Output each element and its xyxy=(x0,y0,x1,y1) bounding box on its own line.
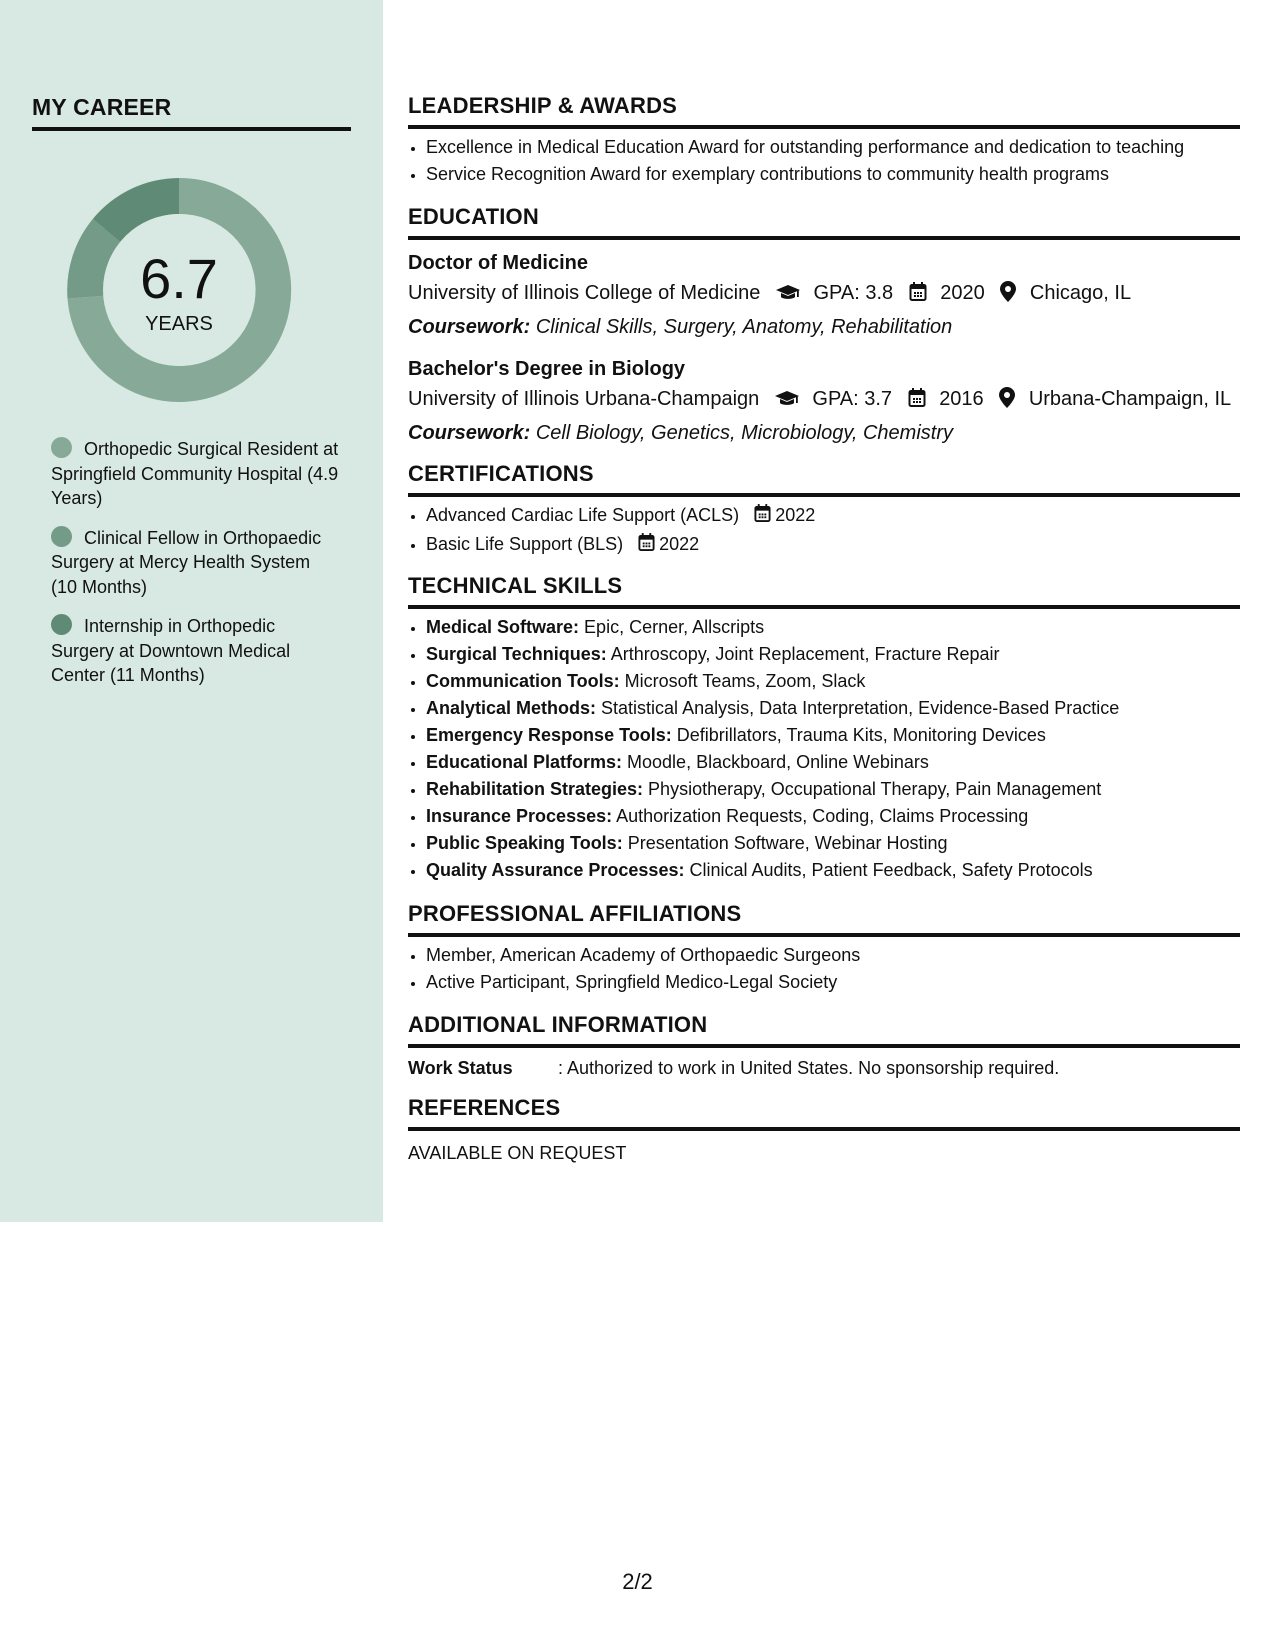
skill-label: Surgical Techniques: xyxy=(426,644,607,664)
skill-label: Emergency Response Tools: xyxy=(426,725,672,745)
technical-skills-section xyxy=(408,575,1240,884)
skill-item xyxy=(426,776,1240,803)
certification-item xyxy=(426,531,1240,560)
skill-values: Clinical Audits, Patient Feedback, Safety Protocols xyxy=(684,860,1093,880)
section-title: EDUCATION xyxy=(408,206,1240,240)
additional-information-section xyxy=(408,1014,1240,1080)
leadership-list xyxy=(408,134,1240,188)
certification-year: 2022 xyxy=(775,505,816,525)
school-location: Urbana-Champaign, IL xyxy=(1028,388,1232,410)
affiliations-section xyxy=(408,903,1240,996)
skill-values: Moodle, Blackboard, Online Webinars xyxy=(622,752,929,772)
affiliation-item: • Member, American Academy of Orthopaedic Surgeons xyxy=(426,942,1240,969)
graduation-year: 2020 xyxy=(940,282,985,304)
skill-label: Communication Tools: xyxy=(426,671,620,691)
graduation-year: 2016 xyxy=(939,388,984,410)
section-title: LEADERSHIP & AWARDS xyxy=(408,95,1240,129)
skill-values: Epic, Cerner, Allscripts xyxy=(579,617,765,637)
certification-item xyxy=(426,502,1240,531)
career-years-value: 6.7 xyxy=(140,247,218,310)
career-list-item xyxy=(51,437,341,511)
career-list xyxy=(51,437,341,703)
coursework-line xyxy=(408,312,1240,343)
work-status-label: Work Status xyxy=(408,1058,513,1078)
skill-label: Insurance Processes: xyxy=(426,806,613,826)
skill-label: Medical Software: xyxy=(426,617,580,637)
sidebar-title: MY CAREER xyxy=(32,96,351,131)
references-section xyxy=(408,1097,1240,1165)
skill-item xyxy=(426,695,1240,722)
gpa-text: GPA: 3.7 xyxy=(812,388,893,410)
career-item-text: Clinical Fellow in Orthopaedic Surgery at Mercy Health System (10 Months) xyxy=(51,527,322,597)
education-entry xyxy=(408,354,1240,449)
certification-date xyxy=(754,502,815,531)
coursework-line xyxy=(408,418,1240,449)
skill-item xyxy=(426,803,1240,830)
certification-date xyxy=(638,531,699,560)
location-pin-icon xyxy=(1000,281,1016,312)
skill-label: Educational Platforms: xyxy=(426,752,623,772)
career-color-dot xyxy=(51,614,72,635)
career-sidebar xyxy=(0,0,383,1222)
award-item: • Excellence in Medical Education Award for outstanding performance and dedication to teaching xyxy=(426,134,1240,161)
work-status-row xyxy=(408,1056,1240,1080)
gpa-text: GPA: 3.8 xyxy=(813,282,894,304)
career-donut-chart xyxy=(66,177,292,403)
section-title: ADDITIONAL INFORMATION xyxy=(408,1014,1240,1048)
calendar-icon xyxy=(754,504,771,531)
donut-center-label xyxy=(66,177,292,403)
skill-values: Presentation Software, Webinar Hosting xyxy=(622,833,948,853)
skill-item xyxy=(426,857,1240,884)
skill-item xyxy=(426,722,1240,749)
education-entry xyxy=(408,248,1240,343)
section-title: TECHNICAL SKILLS xyxy=(408,575,1240,609)
skill-values: Physiotherapy, Occupational Therapy, Pain Management xyxy=(643,779,1102,799)
location-pin-icon xyxy=(999,387,1015,418)
work-status-value: : Authorized to work in United States. No sponsorship required. xyxy=(558,1058,1060,1078)
education-meta xyxy=(408,384,1240,418)
affiliation-item: • Active Participant, Springfield Medico-Legal Society xyxy=(426,969,1240,996)
section-title: REFERENCES xyxy=(408,1097,1240,1131)
award-item: • Service Recognition Award for exemplary contributions to community health programs xyxy=(426,161,1240,188)
coursework-list: Cell Biology, Genetics, Microbiology, Chemistry xyxy=(535,422,953,444)
certification-name: Advanced Cardiac Life Support (ACLS) xyxy=(426,505,740,525)
references-text: AVAILABLE ON REQUEST xyxy=(408,1143,627,1163)
calendar-icon xyxy=(909,281,927,312)
coursework-label: Coursework: xyxy=(408,316,531,338)
career-color-dot xyxy=(51,437,72,458)
certifications-section xyxy=(408,463,1240,560)
skill-values: Authorization Requests, Coding, Claims Processing xyxy=(612,806,1029,826)
skill-item xyxy=(426,614,1240,641)
skill-item xyxy=(426,668,1240,695)
skill-item xyxy=(426,749,1240,776)
skill-values: Arthroscopy, Joint Replacement, Fracture Repair xyxy=(606,644,1000,664)
degree-title: Doctor of Medicine xyxy=(408,252,589,274)
section-title: PROFESSIONAL AFFILIATIONS xyxy=(408,903,1240,937)
career-item-text: Internship in Orthopedic Surgery at Downtown Medical Center (11 Months) xyxy=(51,616,291,685)
skill-values: Statistical Analysis, Data Interpretation, Evidence-Based Practice xyxy=(596,698,1120,718)
graduation-cap-icon xyxy=(775,387,799,418)
career-list-item xyxy=(51,526,341,600)
skill-label: Quality Assurance Processes: xyxy=(426,860,685,880)
graduation-cap-icon xyxy=(776,281,800,312)
page-number: 2/2 xyxy=(622,1569,653,1594)
skill-label: Rehabilitation Strategies: xyxy=(426,779,644,799)
coursework-label: Coursework: xyxy=(408,422,531,444)
skill-item xyxy=(426,830,1240,857)
certification-year: 2022 xyxy=(659,534,700,554)
degree-title: Bachelor's Degree in Biology xyxy=(408,358,686,380)
calendar-icon xyxy=(638,533,655,560)
career-list-item xyxy=(51,614,341,688)
affiliations-list xyxy=(408,942,1240,996)
school-location: Chicago, IL xyxy=(1029,282,1132,304)
education-section xyxy=(408,206,1240,449)
education-meta xyxy=(408,278,1240,312)
skill-item xyxy=(426,641,1240,668)
section-title: CERTIFICATIONS xyxy=(408,463,1240,497)
skill-values: Microsoft Teams, Zoom, Slack xyxy=(619,671,866,691)
career-years-unit: YEARS xyxy=(145,313,213,335)
school-name: University of Illinois College of Medicine xyxy=(408,282,761,304)
career-color-dot xyxy=(51,526,72,547)
skill-values: Defibrillators, Trauma Kits, Monitoring Devices xyxy=(671,725,1046,745)
leadership-section xyxy=(408,95,1240,188)
career-item-text: Orthopedic Surgical Resident at Springfield Community Hospital (4.9 Years) xyxy=(51,439,339,508)
certifications-list xyxy=(408,502,1240,560)
coursework-list: Clinical Skills, Surgery, Anatomy, Rehabilitation xyxy=(535,316,953,338)
certification-name: Basic Life Support (BLS) xyxy=(426,534,624,554)
skill-label: Public Speaking Tools: xyxy=(426,833,623,853)
skill-label: Analytical Methods: xyxy=(426,698,597,718)
calendar-icon xyxy=(908,387,926,418)
skills-list xyxy=(408,614,1240,884)
school-name: University of Illinois Urbana-Champaign xyxy=(408,388,760,410)
